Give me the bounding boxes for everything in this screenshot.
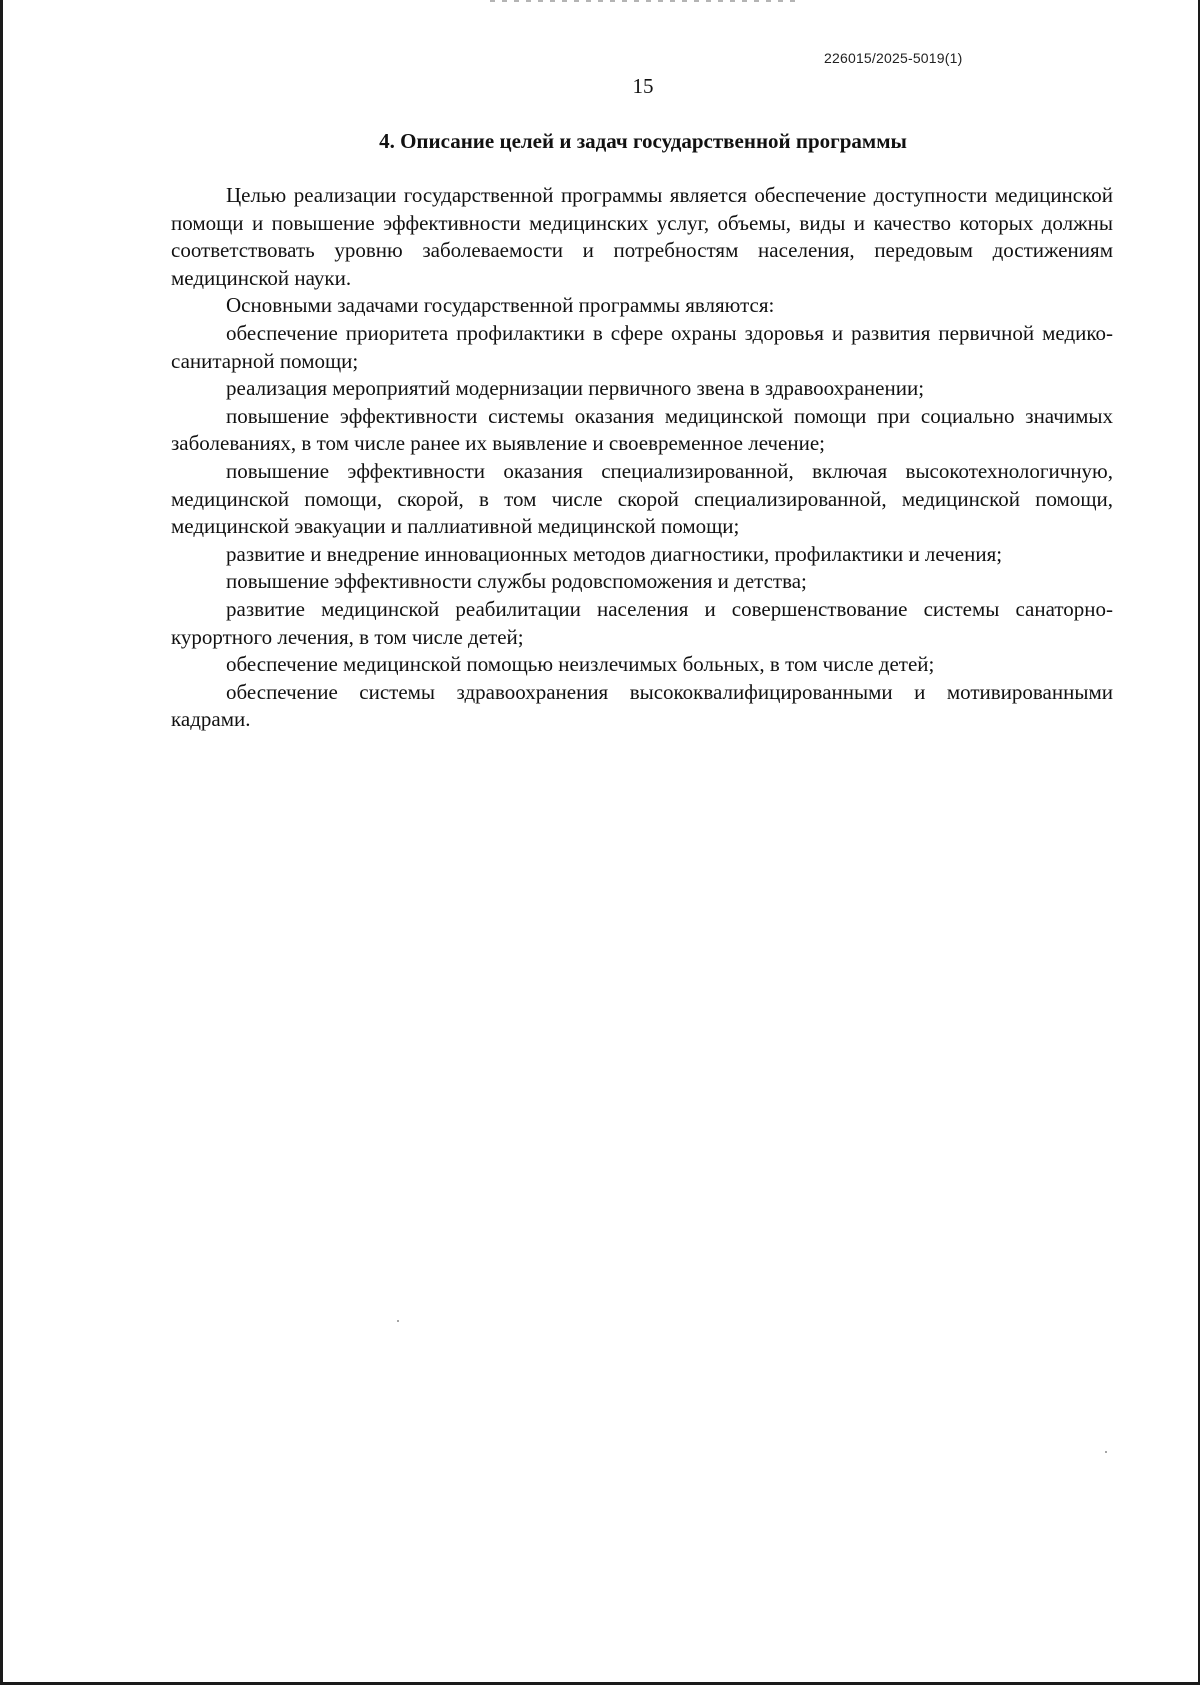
paragraph-task: повышение эффективности системы оказания медицинской помощи при социально значимых заболеваниях, в том числе ранее их выявление и своевременное лечение; bbox=[171, 403, 1113, 456]
paragraph-task: обеспечение медицинской помощью неизлечимых больных, в том числе детей; bbox=[226, 652, 935, 677]
scan-speck bbox=[1105, 1451, 1107, 1453]
paragraph-task: развитие медицинской реабилитации населения и совершенствование системы санаторно-курортного лечения, в том числе детей; bbox=[171, 596, 1113, 649]
paragraph-task: повышение эффективности оказания специализированной, включая высокотехнологичную, медицинской помощи, скорой, в том числе скорой специализированной, медицинской помощи, медицинской эвакуации и паллиативной медицинской помощи; bbox=[171, 458, 1113, 539]
paragraph-goal: Целью реализации государственной программы является обеспечение доступности медицинской помощи и повышение эффективности медицинских услуг, объемы, виды и качество которых должны соответствовать уровню заболеваемости и потребностям населения, передовым достижениям медицинской науки. bbox=[171, 183, 1113, 290]
scan-border-left bbox=[0, 0, 3, 1685]
scan-artifact-top bbox=[490, 0, 800, 2]
paragraph-task: обеспечение системы здравоохранения высококвалифицированными и мотивированными кадрами. bbox=[171, 679, 1113, 732]
paragraph-task: обеспечение приоритета профилактики в сфере охраны здоровья и развития первичной медико-санитарной помощи; bbox=[171, 320, 1113, 373]
paragraph-tasks-intro: Основными задачами государственной программы являются: bbox=[226, 293, 775, 318]
page-number: 15 bbox=[632, 74, 654, 98]
paragraph-task: развитие и внедрение инновационных методов диагностики, профилактики и лечения; bbox=[226, 541, 1003, 566]
scan-speck bbox=[397, 1320, 399, 1322]
section-body bbox=[171, 182, 1113, 734]
section-title: 4. Описание целей и задач государственной программы bbox=[379, 129, 907, 153]
paragraph-task: повышение эффективности службы родовспоможения и детства; bbox=[226, 569, 807, 594]
paragraph-task: реализация мероприятий модернизации первичного звена в здравоохранении; bbox=[226, 376, 925, 401]
document-number: 226015/2025-5019(1) bbox=[824, 50, 963, 66]
